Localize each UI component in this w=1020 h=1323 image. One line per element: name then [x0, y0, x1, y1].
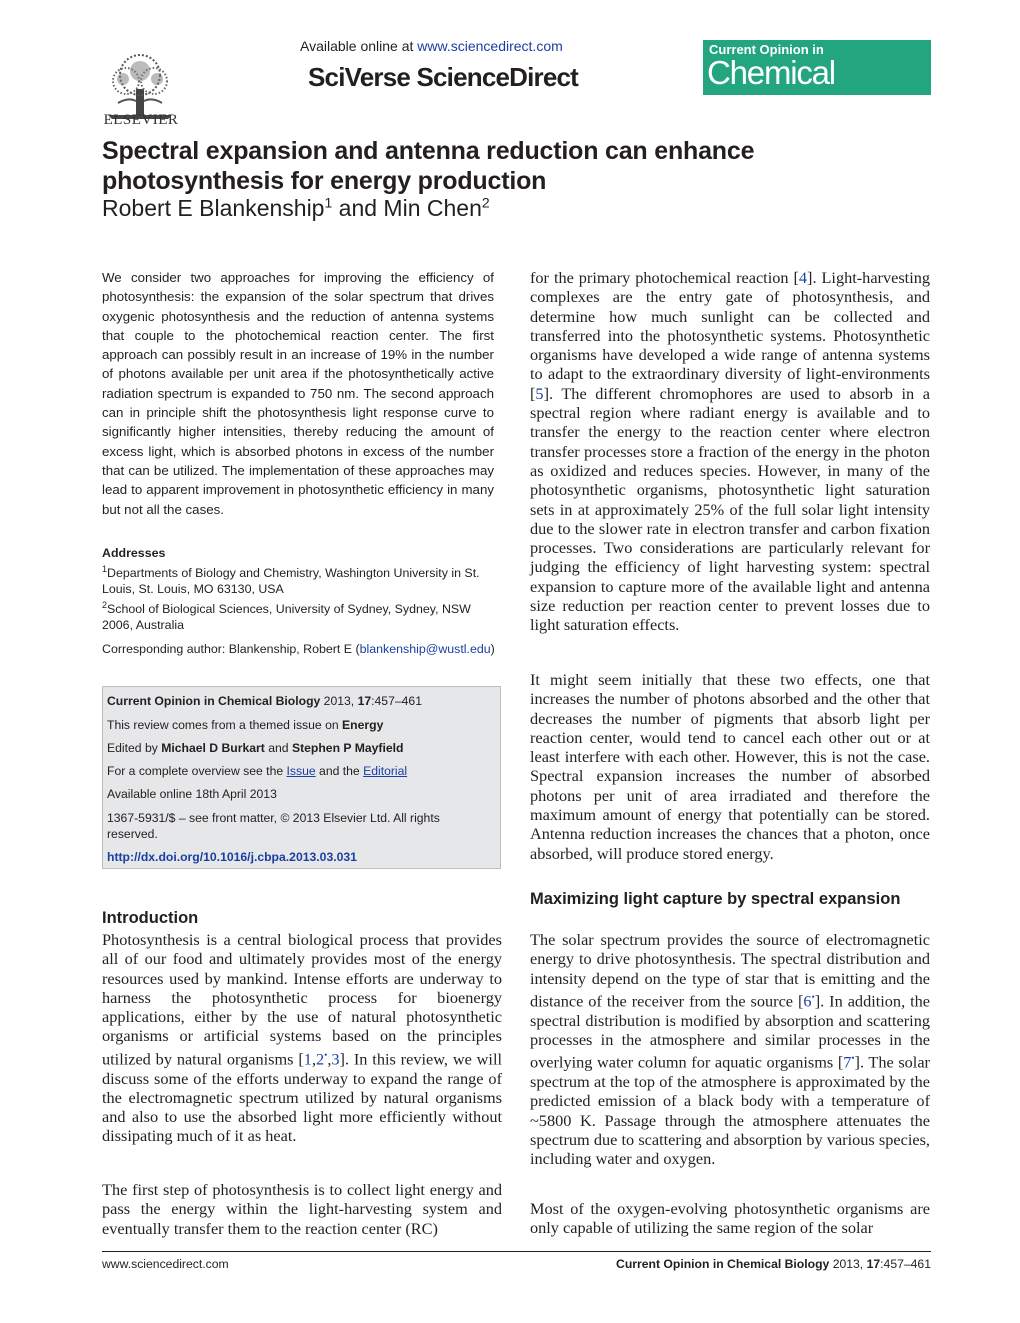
infobox-themed-issue: [107, 717, 487, 733]
r-p3-text-a: The solar spectrum provides the source of electromagnetic energy to drive photosynthesis. The spectral distribution and intensity depend on the type of star that is emitting and the distance of the receiver from the source [: [530, 930, 930, 1011]
address-2: [102, 597, 500, 633]
footer-website[interactable]: www.sciencedirect.com: [102, 1257, 229, 1271]
footer-volume: 17: [866, 1257, 881, 1271]
article-info-box: [102, 686, 501, 869]
author-line: [102, 195, 490, 222]
infobox-themed-prefix: This review comes from a themed issue on: [107, 718, 343, 732]
introduction-paragraph-1: Photosynthesis is a central biological process that provides all of our food and ultimately provides most of the energy resources used by mankind. Intense efforts are underway to harness the photosynthetic process for bioenergy applications, either by the use of natural photosynthetic organisms or artificial systems based on the principles utilized by natural organisms [1,2•,3]. In this review, we will discuss some of the efforts underway to expand the range of the electromagnetic spectrum utilized by natural organisms and also to use the absorbed light more efficiently without dissipating much of it as heat.: [102, 930, 502, 1146]
ref-4-link[interactable]: 4: [798, 268, 808, 287]
available-online-prefix: Available online at: [300, 38, 418, 54]
corresponding-email-link[interactable]: blankenship@wustl.edu: [359, 642, 491, 656]
journal-banner: [703, 40, 931, 129]
footer-pages: :457–461: [880, 1257, 931, 1271]
footer-journal: Current Opinion in Chemical Biology: [616, 1257, 830, 1271]
address-2-marker: 2: [102, 600, 108, 611]
infobox-copyright: 1367-5931/$ – see front matter, © 2013 Elsevier Ltd. All rights reserved.: [107, 811, 440, 841]
intro-p1-text-a: Photosynthesis is a central biological process that provides all of our food and ultimately provides most of the energy resources used by mankind. Intense efforts are underway to harness the photosynthetic process for bioenergy applications, either by the use of natural photosynthetic organisms or artificial systems based on the principles utilized by natural organisms [: [102, 930, 502, 1069]
ref-5-link[interactable]: 5: [535, 383, 544, 403]
ref-3-link[interactable]: 3: [331, 1049, 340, 1069]
sciverse-logo-text: SciVerse ScienceDirect: [308, 62, 579, 92]
ref-6-link[interactable]: 6: [803, 991, 812, 1011]
corresponding-prefix: Corresponding author: Blankenship, Robert E (: [102, 642, 360, 656]
address-1-text: Departments of Biology and Chemistry, Washington University in St. Louis, St. Louis, MO 63130, USA: [102, 566, 480, 597]
r-p1-text-b: ]. Light-harvesting complexes are the entry gate of photosynthesis, and determine how much sunlight can be collected and transferred into the photosynthetic systems. Photosynthetic organisms have developed a wide range of antenna systems to adapt to the extraordinary diversity of light-environments [: [530, 268, 930, 403]
author-1-affiliation: 1: [324, 194, 333, 211]
address-2-text: School of Biological Sciences, University of Sydney, Sydney, NSW 2006, Australia: [102, 602, 471, 633]
infobox-editorial-link[interactable]: Editorial: [363, 764, 408, 778]
infobox-overview-and: and the: [315, 764, 364, 778]
infobox-theme: Energy: [342, 718, 384, 732]
infobox-overview-prefix: For a complete overview see the: [107, 764, 287, 778]
available-online-line: [300, 38, 563, 54]
infobox-editors: [107, 740, 487, 756]
infobox-issue-link[interactable]: Issue: [286, 764, 316, 778]
infobox-overview: [107, 763, 487, 779]
introduction-paragraph-2: The first step of photosynthesis is to collect light energy and pass the energy within the light-harvesting system and eventually transfer them to the reaction center (RC): [102, 1180, 502, 1238]
ref-2-link[interactable]: 2: [316, 1049, 325, 1069]
abstract: We consider two approaches for improving the efficiency of photosynthesis: the expansion of the solar spectrum that drives oxygenic photosynthesis and the reduction of antenna systems that couple to the photochemical reaction center. The first approach can possibly result in an increase of 19% in the number of photons available per unit area if the photosynthetically active radiation spectrum is expanded to 750 nm. The second approach can in principle shift the photosynthesis light response curve to significantly higher intensities, thereby reducing the amount of excess light, which is absorbed photons in excess of the number that can be utilized. The implementation of these approaches may lead to apparent improvement in photosynthetic efficiency in many but not all the cases.: [102, 270, 494, 517]
address-1: [102, 561, 500, 597]
intro-p1-text-b: ]. In this review, we will discuss some of the efforts underway to expand the range of the electromagnetic spectrum utilized by natural organisms and also to use the absorbed light more efficiently without dissipating much of it as heat.: [102, 1049, 502, 1146]
right-paragraph-3: [530, 930, 930, 1168]
footer-divider: [102, 1251, 931, 1252]
infobox-volume: 17: [357, 694, 372, 708]
r-p3-text-c: ]. The solar spectrum at the top of the atmosphere is approximated by the predicted emission of a black body with a temperature of ~5800 K. Passage through the atmosphere attenuates the spectrum due to scattering and absorption by various species, including water and oxygen.: [530, 1052, 930, 1169]
ref-7-link[interactable]: 7: [843, 1052, 852, 1072]
ref-2-bullet: •: [324, 1049, 328, 1060]
corresponding-suffix: ): [490, 642, 495, 656]
infobox-journal: Current Opinion in Chemical Biology: [107, 694, 321, 708]
journal-banner-line2: Chemical Biology: [707, 54, 835, 129]
infobox-doi-link[interactable]: http://dx.doi.org/10.1016/j.cbpa.2013.03.031: [107, 850, 357, 864]
journal-banner-line1: Current Opinion in: [709, 42, 824, 57]
infobox-year: 2013,: [320, 694, 358, 708]
r-p3-text-b: ]. In addition, the spectral distribution is modified by absorption and scattering processes in the atmosphere and similar processes in the overlying water column for aquatic organisms [: [530, 991, 930, 1072]
author-2-affiliation: 2: [481, 194, 490, 211]
article-title: Spectral expansion and antenna reduction can enhance photosynthesis for energy production: [102, 137, 755, 195]
author-join: and: [332, 195, 384, 221]
addresses-heading: Addresses: [102, 546, 166, 560]
right-paragraph-2: It might seem initially that these two effects, one that increases the number of photons absorbed and the other that decreases the number of pigments that absorb light per reaction center, would tend to cancel each other out or at least interfere with each other. However, this is not the case. Spectral expansion increases the number of absorbed photons per unit of area irradiated and therefore the maximum amount of energy that potentially can be stored. Antenna reduction increases the chances that a photon, once absorbed, will produce stored energy.: [530, 670, 930, 863]
ref-1-link[interactable]: 1: [303, 1049, 312, 1069]
elsevier-wordmark: ELSEVIER: [103, 112, 179, 128]
ref-6-bullet: •: [811, 991, 815, 1002]
right-paragraph-4: Most of the oxygen-evolving photosynthetic organisms are only capable of utilizing the same region of the solar: [530, 1199, 930, 1238]
footer-year: 2013,: [829, 1257, 867, 1271]
addresses-block: [102, 545, 500, 633]
introduction-heading: Introduction: [102, 909, 199, 927]
r-p1-text-a: for the primary photochemical reaction [: [530, 268, 799, 287]
ref-7-bullet: •: [851, 1053, 855, 1064]
sciencedirect-url-link[interactable]: www.sciencedirect.com: [417, 38, 563, 54]
infobox-editor-2: Stephen P Mayfield: [291, 741, 404, 755]
corresponding-author: [102, 641, 502, 657]
author-1: Robert E Blankenship: [102, 195, 325, 221]
footer-citation: [520, 1257, 931, 1271]
section-heading-spectral-expansion: Maximizing light capture by spectral expansion: [530, 890, 901, 908]
address-1-marker: 1: [102, 564, 108, 574]
r-p1-text-c: ]. The different chromophores are used to absorb in a spectral region where radiant energy is available and to transfer the energy to the reaction center where electron transfer processes store a fraction of the energy in the photon as oxidized and reduces species. However, in many of the photosynthetic organisms, photosynthetic light saturation sets in at approximately 25% of the full solar light intensity due to the slower rate in electron transfer and carbon fixation processes. Two considerations are particularly relevant for judging the efficiency of light harvesting system: spectral expansion to capture more of the available light and antenna size reduction per reaction center to prevent losses due to light saturation effects.: [530, 383, 930, 635]
infobox-citation: [107, 693, 487, 709]
author-2: Min Chen: [383, 195, 482, 221]
infobox-pages: :457–461: [371, 694, 422, 708]
infobox-editor-join: and: [264, 741, 292, 755]
infobox-edited-prefix: Edited by: [107, 741, 162, 755]
right-paragraph-1: [530, 268, 930, 635]
infobox-available: Available online 18th April 2013: [107, 787, 277, 801]
infobox-editor-1: Michael D Burkart: [161, 741, 265, 755]
